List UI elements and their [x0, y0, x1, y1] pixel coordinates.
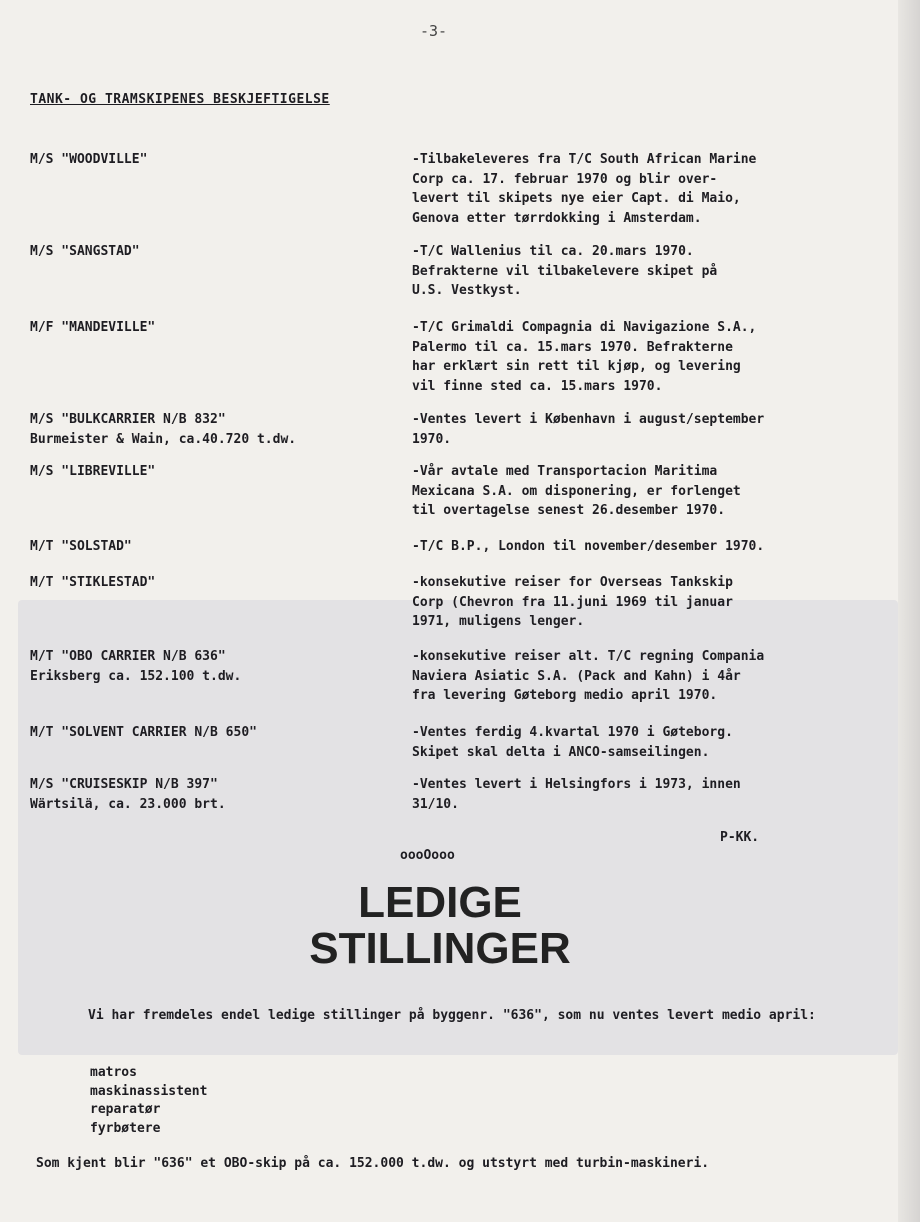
ship-detail: -Ventes ferdig 4.kvartal 1970 i Gøteborg. Skipet skal delta i ANCO-samseilingen. — [412, 725, 733, 760]
intro-paragraph: Vi har fremdeles endel ledige stillinger på byggenr. "636", som nu ventes levert medio april: — [88, 1008, 816, 1023]
ship-name: M/T "SOLVENT CARRIER N/B 650" — [30, 725, 257, 740]
ship-detail: -Vår avtale med Transportacion Maritima Mexicana S.A. om disponering, er forlenget til overtagelse senest 26.desember 1970. — [412, 464, 741, 518]
ship-name: M/F "MANDEVILLE" — [30, 320, 156, 335]
ship-detail: -konsekutive reiser for Overseas Tankskip Corp (Chevron fra 11.juni 1969 til januar 1971, muligens lenger. — [412, 575, 733, 629]
ship-name: M/S "LIBREVILLE" — [30, 464, 156, 479]
signature: P-KK. — [720, 830, 760, 845]
ship-detail: -Ventes levert i København i august/september 1970. — [412, 412, 765, 447]
ship-name: M/S "SANGSTAD" — [30, 244, 140, 259]
positions-list — [90, 1064, 207, 1138]
ship-detail: -konsekutive reiser alt. T/C regning Compania Naviera Asiatic S.A. (Pack and Kahn) i 4år fra levering Gøteborg medio april 1970. — [412, 649, 765, 703]
position-item: maskinassistent — [90, 1083, 208, 1099]
ship-detail: -T/C B.P., London til november/desember 1970. — [412, 539, 765, 554]
ship-name: M/T "SOLSTAD" — [30, 539, 132, 554]
section-title: TANK- OG TRAMSKIPENES BESKJEFTIGELSE — [30, 92, 330, 107]
ship-detail: -T/C Wallenius til ca. 20.mars 1970. Befrakterne vil tilbakelevere skipet på U.S. Vestkyst. — [412, 244, 718, 298]
ship-detail: -Tilbakeleveres fra T/C South African Marine Corp ca. 17. februar 1970 og blir over- levert til skipets nye eier Capt. di Maio, Genova etter tørrdokking i Amsterdam. — [412, 152, 757, 226]
ship-detail: -T/C Grimaldi Compagnia di Navigazione S.A., Palermo til ca. 15.mars 1970. Befrakterne har erklært sin rett til kjøp, og levering vil finne sted ca. 15.mars 1970. — [412, 320, 757, 394]
position-item: matros — [90, 1065, 137, 1080]
ship-name: M/S "CRUISESKIP N/B 397" Wärtsilä, ca. 23.000 brt. — [30, 777, 226, 812]
position-item: reparatør — [90, 1102, 161, 1117]
headline — [200, 880, 680, 972]
headline-line-1: LEDIGE — [358, 878, 522, 927]
page-edge — [898, 0, 920, 1222]
position-item: fyrbøtere — [90, 1120, 161, 1136]
ship-name: M/T "STIKLESTAD" — [30, 575, 156, 590]
headline-line-2: STILLINGER — [309, 924, 571, 973]
ship-name: M/S "WOODVILLE" — [30, 152, 148, 167]
ship-detail: -Ventes levert i Helsingfors i 1973, innen 31/10. — [412, 777, 741, 812]
closing-paragraph: Som kjent blir "636" et OBO-skip på ca. 152.000 t.dw. og utstyrt med turbin-maskineri. — [36, 1156, 710, 1171]
page-number: -3- — [420, 22, 448, 40]
separator: oooOooo — [400, 848, 455, 863]
ship-name: M/S "BULKCARRIER N/B 832" Burmeister & Wain, ca.40.720 t.dw. — [30, 412, 297, 447]
ship-name: M/T "OBO CARRIER N/B 636" Eriksberg ca. 152.100 t.dw. — [30, 649, 242, 684]
